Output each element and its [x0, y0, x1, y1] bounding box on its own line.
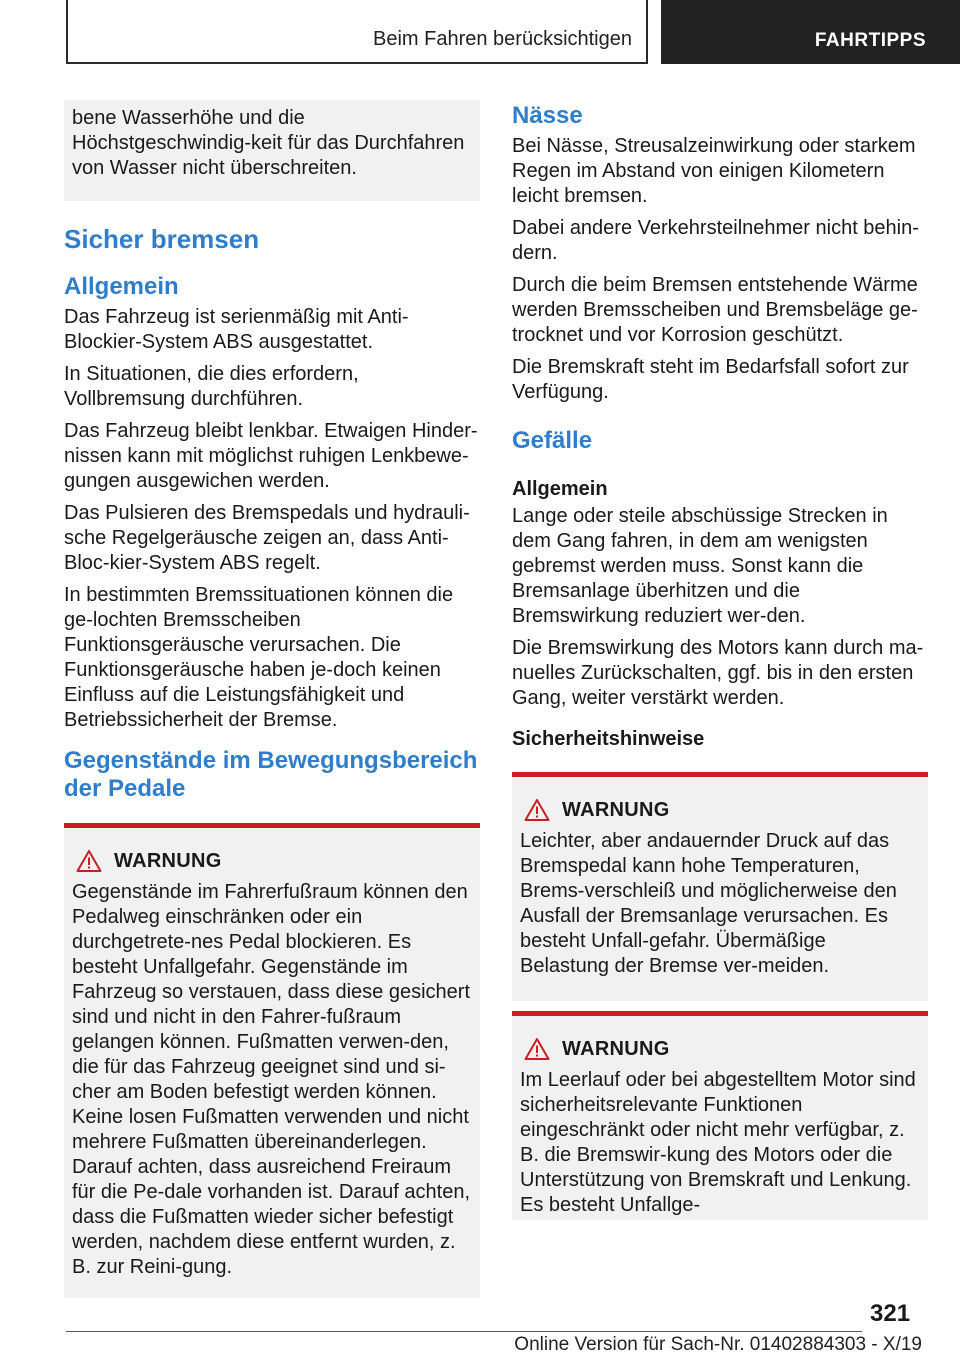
footer-text: Online Version für Sach-Nr. 01402884303 - X/19 — [514, 1334, 922, 1355]
footer-divider — [66, 1331, 862, 1332]
header-chapter-box — [661, 0, 960, 64]
warning-box — [512, 1011, 928, 1220]
warning-title: WARNUNG — [114, 849, 222, 872]
heading-gegenstaende: Gegenstände im Bewegungsbereich der Pedale — [64, 747, 478, 802]
paragraph: In bestimmten Bremssituationen können die ge-lochten Bremsscheiben Funktionsgeräusche verursachen. Die Funktionsgeräusche haben je-doch keinen Einfluss auf die Leistungsfähigkeit und Betriebssicherheit der Bremse. — [64, 584, 454, 731]
page-number: 321 — [870, 1300, 911, 1327]
paragraph: Das Fahrzeug bleibt lenkbar. Etwaigen Hinder-nissen kann mit möglichst ruhigen Lenkbewe-gungen ausgewichen werden. — [64, 420, 478, 492]
warning-header — [520, 795, 920, 825]
note-box — [64, 100, 480, 201]
left-column — [64, 100, 480, 1320]
paragraph: Das Fahrzeug ist serienmäßig mit Anti-Blockier-System ABS ausgestattet. — [64, 306, 409, 353]
paragraph: Bei Nässe, Streusalzeinwirkung oder starkem Regen im Abstand von einigen Kilometern leicht bremsen. — [512, 135, 916, 207]
warning-text: Leichter, aber andauernder Druck auf das Bremspedal kann hohe Temperaturen, Brems-verschleiß und möglicherweise den Ausfall der Bremsanlage verursachen. Es besteht Unfall-gefahr. Übermäßige Belastung der Bremse ver-meiden. — [520, 830, 897, 977]
heading-allgemein: Allgemein — [64, 273, 179, 300]
header-section-title: Beim Fahren berücksichtigen — [372, 28, 632, 50]
warning-header — [520, 1034, 920, 1064]
header-section-box — [66, 0, 648, 64]
paragraph: Durch die beim Bremsen entstehende Wärme werden Bremsscheiben und Bremsbeläge ge-trocknet und vor Korrosion geschützt. — [512, 274, 918, 346]
warning-title: WARNUNG — [562, 798, 670, 821]
paragraph: Die Bremskraft steht im Bedarfsfall sofort zur Verfügung. — [512, 356, 909, 403]
paragraph: Das Pulsieren des Bremspedals und hydrauli-sche Regelgeräusche zeigen an, dass Anti-Bloc-kier-System ABS regelt. — [64, 502, 470, 574]
paragraph: Dabei andere Verkehrsteilnehmer nicht behin-dern. — [512, 217, 919, 264]
heading-gefaelle: Gefälle — [512, 427, 593, 454]
warning-text: Gegenstände im Fahrerfußraum können den Pedalweg einschränken oder ein durchgetrete-nes Pedal blockieren. Es besteht Unfallgefahr. Gegenstände im Fahrzeug so verstauen, dass diese gesichert sind und nicht in den Fahrer-fußraum gelangen können. Fußmatten verwen-den, die für das Fahrzeug geeignet sind und si-cher am Boden befestigt werden können. Keine losen Fußmatten verwenden und nicht mehrere Fußmatten übereinanderlegen. Darauf achten, dass ausreichend Freiraum für die Pe-dale vorhanden ist. Darauf achten, dass die Fußmatten wieder sicher befestigt werden, nachdem diese entfernt wurden, z. B. zur Reini-gung. — [72, 881, 471, 1278]
warning-triangle-icon — [524, 798, 550, 822]
paragraph: In Situationen, die dies erfordern, Vollbremsung durchführen. — [64, 363, 359, 410]
warning-box — [64, 823, 480, 1298]
warning-title: WARNUNG — [562, 1037, 670, 1060]
right-column — [512, 100, 928, 1242]
note-text: bene Wasserhöhe und die Höchstgeschwindig-keit für das Durchfahren von Wasser nicht überschreiten. — [72, 107, 465, 179]
warning-header — [72, 846, 472, 876]
paragraph: Lange oder steile abschüssige Strecken in dem Gang fahren, in dem am wenigsten gebremst werden muss. Sonst kann die Bremsanlage überhitzen und die Bremswirkung reduziert wer-den. — [512, 505, 888, 627]
heading-sicherheitshinweise: Sicherheitshinweise — [512, 728, 705, 750]
heading-naesse: Nässe — [512, 102, 583, 129]
paragraph: Die Bremswirkung des Motors kann durch ma-nuelles Zurückschalten, ggf. bis in den ersten Gang, weiter verstärkt werden. — [512, 637, 924, 709]
heading-sicher-bremsen: Sicher bremsen — [64, 224, 260, 254]
warning-triangle-icon — [524, 1037, 550, 1061]
warning-text: Im Leerlauf oder bei abgestelltem Motor sind sicherheitsrelevante Funktionen eingeschränkt oder nicht mehr verfügbar, z. B. die Bremswir-kung des Motors oder die Unterstützung von Bremskraft und Lenkung. Es besteht Unfallge- — [520, 1069, 916, 1216]
header-chapter-title: FAHRTIPPS — [814, 30, 926, 51]
warning-triangle-icon — [76, 849, 102, 873]
heading-allgemein: Allgemein — [512, 478, 608, 500]
warning-box — [512, 772, 928, 1001]
